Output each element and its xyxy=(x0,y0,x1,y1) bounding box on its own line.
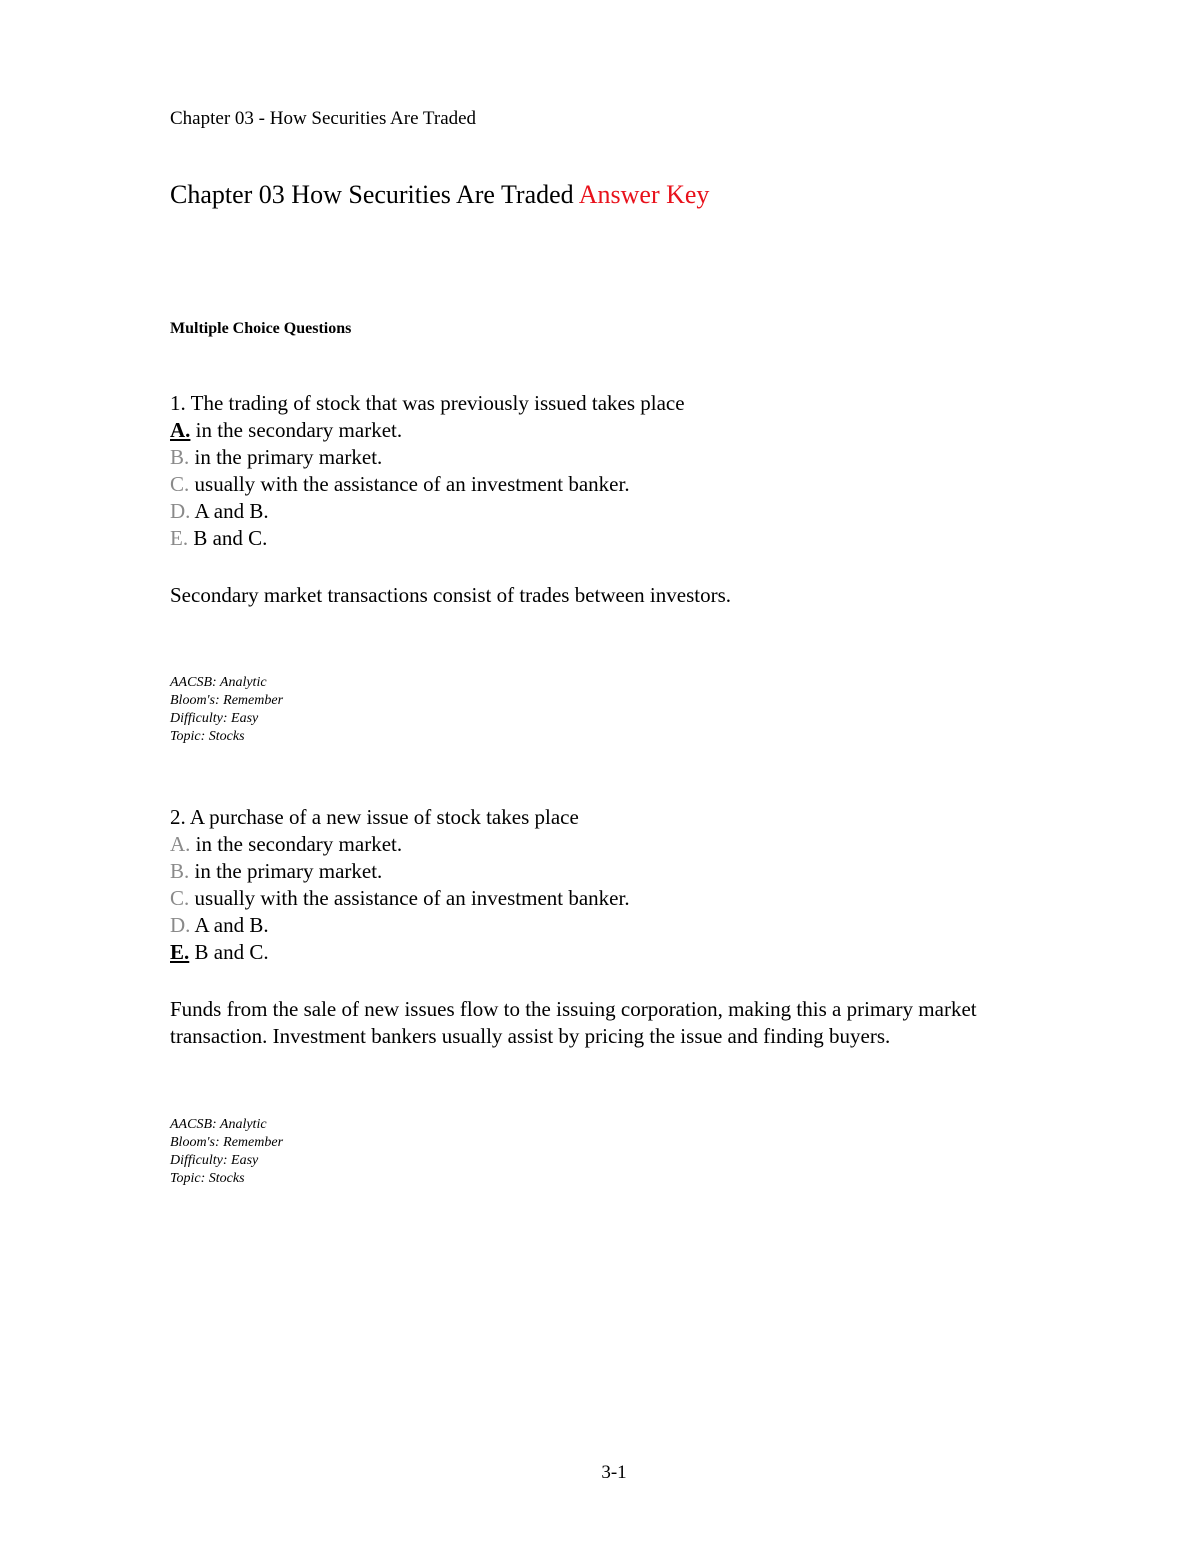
answer-explanation: Funds from the sale of new issues flow to the issuing corporation, making this a primary market transaction. Investment bankers usually assist by pricing the issue and finding buyers. xyxy=(170,997,977,1048)
choice-d xyxy=(170,912,1070,939)
meta-difficulty: Difficulty: Easy xyxy=(170,1153,259,1168)
title-main: Chapter 03 How Securities Are Traded xyxy=(170,180,579,209)
choice-letter-correct: E. xyxy=(170,940,190,964)
choice-letter-correct: A. xyxy=(170,418,191,442)
choice-text: in the secondary market. xyxy=(190,418,403,442)
meta-blooms: Bloom's: Remember xyxy=(170,693,284,708)
question-metadata xyxy=(170,1116,1070,1188)
choice-text: usually with the assistance of an investment banker. xyxy=(189,886,630,910)
question-stem: 2. A purchase of a new issue of stock takes place xyxy=(170,805,579,829)
meta-topic: Topic: Stocks xyxy=(170,1171,245,1186)
meta-topic: Topic: Stocks xyxy=(170,729,245,744)
choice-letter: D. xyxy=(170,499,191,523)
choice-text: in the primary market. xyxy=(189,859,383,883)
choice-letter: A. xyxy=(170,832,191,856)
question-1 xyxy=(170,390,1070,746)
choice-e xyxy=(170,939,1070,966)
meta-difficulty: Difficulty: Easy xyxy=(170,711,259,726)
title-answer-key: Answer Key xyxy=(578,180,710,209)
choice-letter: C. xyxy=(170,886,190,910)
document-title xyxy=(170,178,709,212)
question-stem: 1. The trading of stock that was previously issued takes place xyxy=(170,391,685,415)
choice-a xyxy=(170,417,1070,444)
choice-letter: E. xyxy=(170,526,189,550)
page-number: 3-1 xyxy=(601,1462,627,1483)
question-metadata xyxy=(170,674,1070,746)
meta-aacsb: AACSB: Analytic xyxy=(170,1117,267,1132)
choice-e xyxy=(170,525,1070,552)
choice-letter: C. xyxy=(170,472,190,496)
choice-d xyxy=(170,498,1070,525)
choice-letter: B. xyxy=(170,859,190,883)
section-heading: Multiple Choice Questions xyxy=(170,320,352,337)
meta-blooms: Bloom's: Remember xyxy=(170,1135,284,1150)
choice-text: A and B. xyxy=(190,913,269,937)
choice-b xyxy=(170,444,1070,471)
choice-text: A and B. xyxy=(190,499,269,523)
question-2 xyxy=(170,804,1070,1188)
choice-text: in the secondary market. xyxy=(190,832,403,856)
choice-c xyxy=(170,471,1070,498)
choice-text: usually with the assistance of an investment banker. xyxy=(189,472,630,496)
answer-explanation: Secondary market transactions consist of trades between investors. xyxy=(170,583,732,607)
choice-a xyxy=(170,831,1070,858)
choice-letter: B. xyxy=(170,445,190,469)
meta-aacsb: AACSB: Analytic xyxy=(170,675,267,690)
running-header: Chapter 03 - How Securities Are Traded xyxy=(170,108,477,129)
choice-letter: D. xyxy=(170,913,191,937)
choice-c xyxy=(170,885,1070,912)
choice-text: B and C. xyxy=(189,940,269,964)
choice-text: in the primary market. xyxy=(189,445,383,469)
choice-text: B and C. xyxy=(188,526,268,550)
choice-b xyxy=(170,858,1070,885)
